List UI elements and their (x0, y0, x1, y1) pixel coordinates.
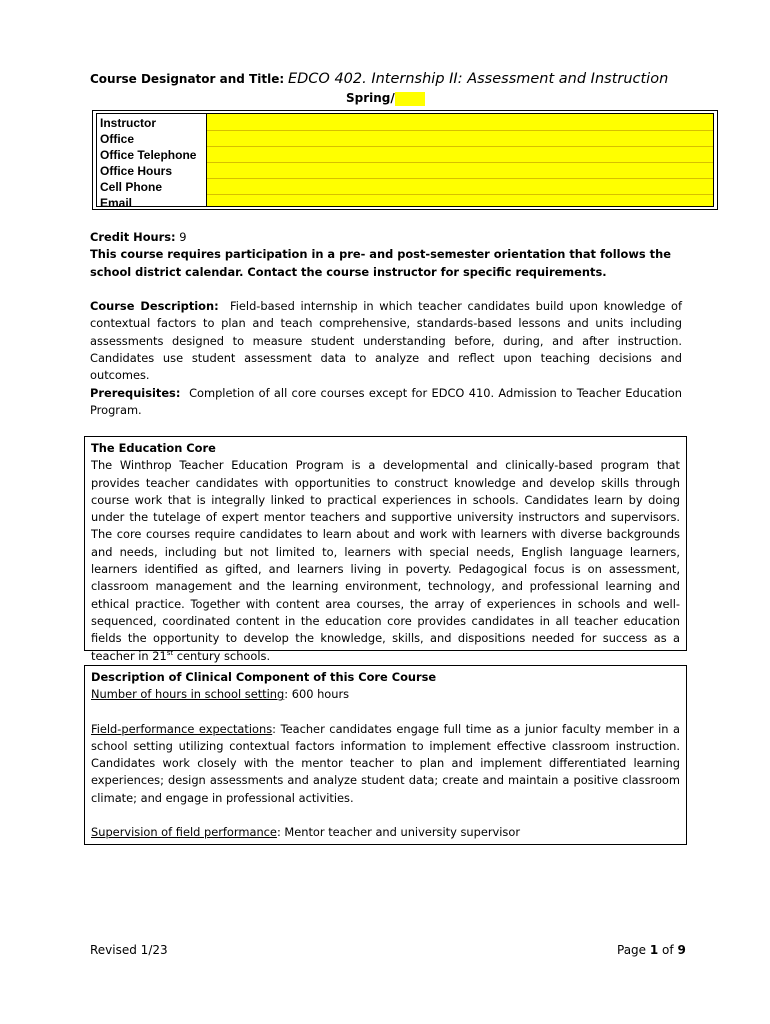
page-number (617, 943, 686, 957)
credit-label: Credit Hours: (90, 230, 176, 244)
expectations-text: : Teacher candidates engage full time as a junior faculty member in a school setting utilizing contextual factors information to implement effective classroom instruction. Candidates work closely with the mentor teacher to plan and implement differentiated learning experiences; design assessments and analyze student data; create and maintain a positive classroom climate; and engage in professional activities. (91, 721, 680, 805)
expectations-label: Field-performance expectations (91, 721, 273, 736)
education-core-sup: st (166, 648, 174, 657)
hours-line (91, 686, 680, 703)
education-core-tail: century schools. (173, 648, 271, 663)
description-label: Course Description: (90, 299, 219, 313)
of-word: of (658, 943, 678, 957)
education-core-box (84, 436, 687, 663)
hours-value: : 600 hours (284, 687, 350, 702)
info-labels (97, 114, 207, 210)
instructor-info-table (92, 110, 718, 210)
course-description (90, 298, 682, 384)
description-text: Field-based internship in which teacher candidates build upon knowledge of contextual factors to plan and teach comprehensive, standards-based lessons and units including assessments designed to measure student understanding before, during, and after instruction. Candidates use student assessment data to analyze and reflect upon teaching decisions and outcomes. (90, 299, 682, 383)
supervision-text: : Mentor teacher and university supervisor (276, 825, 521, 840)
label-email: Email (100, 196, 133, 210)
expectations-paragraph (91, 721, 680, 807)
clinical-heading: Description of Clinical Component of this Core Course (91, 670, 437, 684)
hours-label: Number of hours in school setting (91, 687, 285, 702)
term-label: Spring/ (346, 91, 395, 105)
term-highlight (395, 92, 425, 106)
education-core-body: The Winthrop Teacher Education Program is a developmental and clinically-based program that provides teacher candidates with opportunities to construct knowledge and develop skills through course work that is integrally linked to practical experiences in schools. Candidates learn by doing under the tutelage of expert mentor teachers and supportive university instructors and supervisors. The core courses require candidates to learn about and work with learners with diverse backgrounds and needs, including but not limited to, learners with special needs, English language learners, learners identified as gifted, and learners living in poverty. Pedagogical focus is on assessment, classroom management and the learning environment, technology, and professional learning and ethical practice. Together with content area courses, the array of experiences in schools and well-sequenced, coordinated content in the education core provides candidates in all teacher education fields the opportunity to develop the knowledge, skills, and dispositions needed for success as a teacher in 21 (91, 458, 680, 663)
page-current: 1 (649, 943, 659, 957)
revised-date: Revised 1/23 (90, 943, 168, 957)
education-core-text (91, 457, 680, 665)
page-word: Page (617, 943, 650, 957)
label-office-hours: Office Hours (100, 164, 173, 178)
course-title-line (90, 71, 668, 87)
supervision-label: Supervision of field performance (91, 825, 277, 840)
prerequisites-text: Completion of all core courses except for EDCO 410. Admission to Teacher Education Program. (90, 386, 682, 418)
label-office-telephone: Office Telephone (100, 148, 197, 162)
page-total: 9 (677, 943, 686, 957)
prerequisites-label: Prerequisites: (90, 386, 181, 400)
label-instructor: Instructor (100, 116, 157, 130)
credit-value: 9 (179, 230, 187, 244)
course-title: EDCO 402. Internship II: Assessment and Instruction (287, 71, 669, 87)
credit-note: This course requires participation in a pre- and post-semester orientation that follows the school district calendar. Contact the course instructor for specific requirements. (90, 247, 671, 279)
label-office: Office (100, 132, 135, 146)
label-cell-phone: Cell Phone (100, 180, 163, 194)
designator-label: Course Designator and Title: (90, 72, 285, 86)
info-fields-highlighted[interactable] (207, 114, 713, 206)
education-core-heading: The Education Core (91, 441, 216, 455)
clinical-component-box (84, 665, 687, 845)
prerequisites (90, 385, 682, 420)
supervision-line (91, 824, 680, 841)
term-line (346, 91, 425, 106)
credit-hours-section (90, 229, 682, 281)
